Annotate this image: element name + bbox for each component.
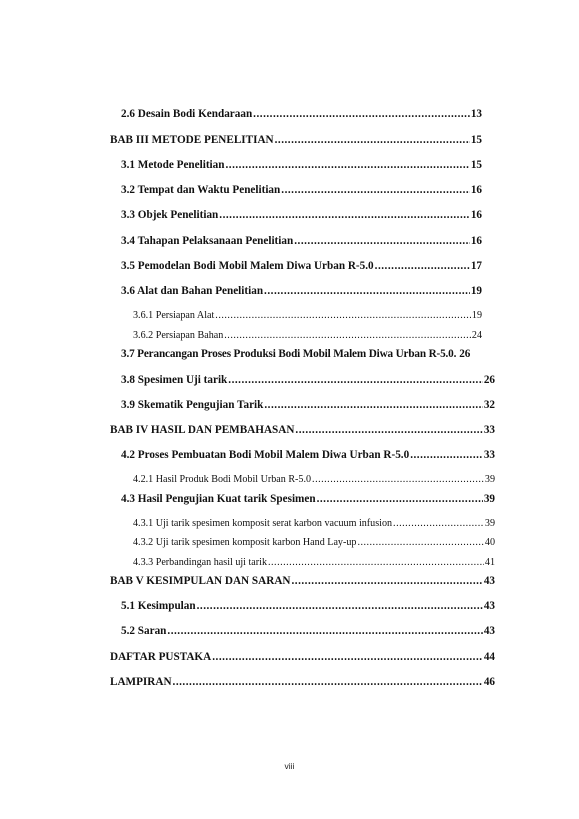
toc-entry-title: BAB V KESIMPULAN DAN SARAN	[110, 575, 291, 587]
toc-entry-3-2[interactable]	[121, 184, 482, 196]
toc-entry-3-5[interactable]	[121, 260, 482, 272]
toc-entry-2-6[interactable]	[121, 108, 482, 120]
toc-entry-5-1[interactable]	[121, 600, 495, 612]
toc-entry-title: BAB III METODE PENELITIAN	[110, 134, 274, 146]
toc-entry-title: 3.6.1 Persiapan Alat	[133, 310, 215, 321]
toc-entry-page: 24	[471, 330, 482, 341]
toc-entry-title: 5.1 Kesimpulan	[121, 600, 196, 612]
dot-leader	[268, 557, 484, 568]
toc-entry-title: 3.3 Objek Penelitian	[121, 209, 219, 221]
toc-entry-title: 5.2 Saran	[121, 625, 167, 637]
toc-entry-page: 43	[483, 600, 495, 612]
toc-entry-title: BAB IV HASIL DAN PEMBAHASAN	[110, 424, 295, 436]
toc-entry-page: 33	[483, 449, 495, 461]
toc-entry-page: 39	[484, 474, 495, 485]
toc-entry-page: 43	[483, 575, 495, 587]
toc-entry-title: LAMPIRAN	[110, 676, 172, 688]
dot-leader	[312, 474, 484, 485]
dot-leader	[393, 518, 484, 529]
dot-leader	[264, 399, 482, 411]
toc-entry-title: 3.9 Skematik Pengujian Tarik	[121, 399, 264, 411]
dot-leader	[295, 424, 482, 436]
dot-leader	[281, 184, 470, 196]
toc-entry-4-3[interactable]	[121, 493, 495, 505]
toc-entry-title: 3.2 Tempat dan Waktu Penelitian	[121, 184, 281, 196]
toc-entry-title: 3.4 Tahapan Pelaksanaan Penelitian	[121, 235, 294, 247]
toc-entry-title: DAFTAR PUSTAKA	[110, 651, 212, 663]
toc-entry-4-2-1[interactable]	[133, 474, 495, 485]
dot-leader	[291, 575, 482, 587]
toc-entry-3-7[interactable]	[121, 348, 495, 360]
dot-leader	[253, 108, 470, 120]
toc-entry-title: 2.6 Desain Bodi Kendaraan	[121, 108, 253, 120]
toc-entry-bab-4[interactable]	[110, 424, 495, 436]
dot-leader	[225, 159, 469, 171]
dot-leader	[294, 235, 470, 247]
toc-entry-3-6-2[interactable]	[133, 330, 482, 341]
toc-entry-page: 32	[483, 399, 495, 411]
page-number: viii	[284, 761, 295, 771]
dot-leader	[410, 449, 483, 461]
dot-leader	[228, 374, 483, 386]
dot-leader	[167, 625, 482, 637]
dot-leader	[275, 134, 470, 146]
toc-entry-title: 4.3.3 Perbandingan hasil uji tarik	[133, 557, 267, 568]
toc-entry-page: 17	[470, 260, 482, 272]
toc-entry-title: 3.8 Spesimen Uji tarik	[121, 374, 228, 386]
toc-entry-page: 39	[483, 493, 495, 505]
toc-entry-4-3-2[interactable]	[133, 537, 495, 548]
toc-entry-page: 15	[470, 159, 482, 171]
toc-entry-page: 16	[470, 184, 482, 196]
toc-entry-title: 3.5 Pemodelan Bodi Mobil Malem Diwa Urban R-5.0	[121, 260, 374, 272]
toc-entry-page: 19	[471, 310, 482, 321]
toc-entry-page: 19	[470, 285, 482, 297]
dot-leader	[357, 537, 483, 548]
toc-entry-page: 13	[470, 108, 482, 120]
toc-entry-page: 39	[484, 518, 495, 529]
toc-entry-4-3-3[interactable]	[133, 557, 495, 568]
dot-leader	[215, 310, 471, 321]
toc-entry-3-3[interactable]	[121, 209, 482, 221]
toc-entry-bab-3[interactable]	[110, 134, 482, 146]
dot-leader	[197, 600, 483, 612]
toc-entry-lampiran[interactable]	[110, 676, 495, 688]
toc-entry-page: 41	[484, 557, 495, 568]
toc-entry-page: 46	[483, 676, 495, 688]
toc-entry-page: 26	[483, 374, 495, 386]
toc-entry-title: 4.3 Hasil Pengujian Kuat tarik Spesimen	[121, 493, 316, 505]
dot-leader	[173, 676, 483, 688]
toc-entry-4-3-1[interactable]	[133, 518, 495, 529]
dot-leader	[317, 493, 483, 505]
toc-entry-page: 15	[470, 134, 482, 146]
toc-entry-title: 4.3.1 Uji tarik spesimen komposit serat karbon vacuum infusion	[133, 518, 393, 529]
toc-entry-page: 16	[470, 209, 482, 221]
toc-entry-5-2[interactable]	[121, 625, 495, 637]
dot-leader	[219, 209, 470, 221]
toc-entry-daftar-pustaka[interactable]	[110, 651, 495, 663]
dot-leader	[375, 260, 470, 272]
toc-entry-title: 4.2 Proses Pembuatan Bodi Mobil Malem Diwa Urban R-5.0	[121, 449, 410, 461]
dot-leader	[264, 285, 470, 297]
toc-entry-title: 3.6 Alat dan Bahan Penelitian	[121, 285, 264, 297]
toc-entry-page: 26	[459, 348, 471, 360]
toc-entry-3-4[interactable]	[121, 235, 482, 247]
toc-entry-page: 16	[470, 235, 482, 247]
toc-entry-3-6-1[interactable]	[133, 310, 482, 321]
toc-entry-page: 40	[484, 537, 495, 548]
toc-entry-title: 4.2.1 Hasil Produk Bodi Mobil Urban R-5.0	[133, 474, 312, 485]
toc-entry-page: 33	[483, 424, 495, 436]
toc-entry-bab-5[interactable]	[110, 575, 495, 587]
toc-entry-title: 3.6.2 Persiapan Bahan	[133, 330, 224, 341]
dot-leader	[224, 330, 471, 341]
toc-entry-3-8[interactable]	[121, 374, 495, 386]
toc-entry-3-1[interactable]	[121, 159, 482, 171]
toc-entry-page: 43	[483, 625, 495, 637]
dot-leader	[212, 651, 483, 663]
toc-entry-3-6[interactable]	[121, 285, 482, 297]
toc-entry-title: 3.1 Metode Penelitian	[121, 159, 225, 171]
toc-entry-title: 4.3.2 Uji tarik spesimen komposit karbon Hand Lay-up	[133, 537, 357, 548]
toc-entry-4-2[interactable]	[121, 449, 495, 461]
toc-entry-3-9[interactable]	[121, 399, 495, 411]
toc-entry-title: 3.7 Perancangan Proses Produksi Bodi Mobil Malem Diwa Urban R-5.0.	[121, 348, 457, 360]
toc-entry-page: 44	[483, 651, 495, 663]
